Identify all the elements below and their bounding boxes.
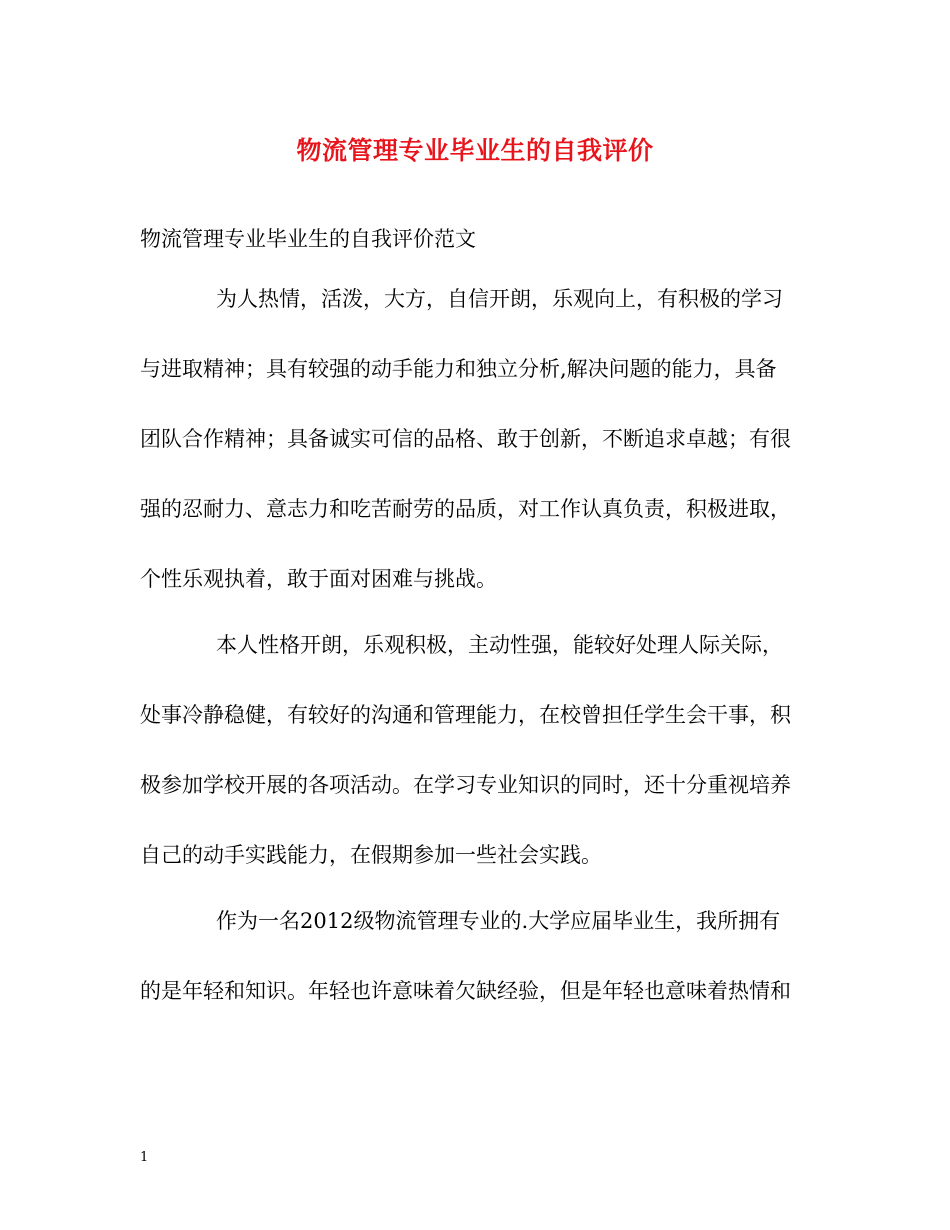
paragraph-1-line-2: 与进取精神；具有较强的动手能力和独立分析,解决问题的能力，具备 bbox=[140, 357, 777, 381]
paragraph-3-line-1: 作为一名2012级物流管理专业的.大学应届毕业生，我所拥有 bbox=[216, 909, 781, 933]
paragraph-3-line-2: 的是年轻和知识。年轻也许意味着欠缺经验，但是年轻也意味着热情和 bbox=[140, 979, 791, 1003]
page-number: 1 bbox=[140, 1150, 149, 1165]
paragraph-2-line-1: 本人性格开朗，乐观积极，主动性强，能较好处理人际关际， bbox=[216, 633, 783, 657]
paragraph-2-line-4: 自己的动手实践能力，在假期参加一些社会实践。 bbox=[140, 843, 602, 867]
paragraph-2-line-2: 处事冷静稳健，有较好的沟通和管理能力，在校曾担任学生会干事，积 bbox=[140, 703, 791, 727]
paragraph-1-line-5: 个性乐观执着，敢于面对困难与挑战。 bbox=[140, 567, 497, 591]
paragraph-1-line-3: 团队合作精神；具备诚实可信的品格、敢于创新，不断追求卓越；有很 bbox=[140, 427, 791, 451]
paragraph-1-line-4: 强的忍耐力、意志力和吃苦耐劳的品质，对工作认真负责，积极进取， bbox=[140, 497, 791, 521]
document-subtitle: 物流管理专业毕业生的自我评价范文 bbox=[140, 227, 476, 251]
document-title: 物流管理专业毕业生的自我评价 bbox=[296, 136, 654, 165]
paragraph-1-line-1: 为人热情，活泼，大方，自信开朗，乐观向上，有积极的学习 bbox=[216, 287, 783, 311]
paragraph-2-line-3: 极参加学校开展的各项活动。在学习专业知识的同时，还十分重视培养 bbox=[140, 773, 791, 797]
